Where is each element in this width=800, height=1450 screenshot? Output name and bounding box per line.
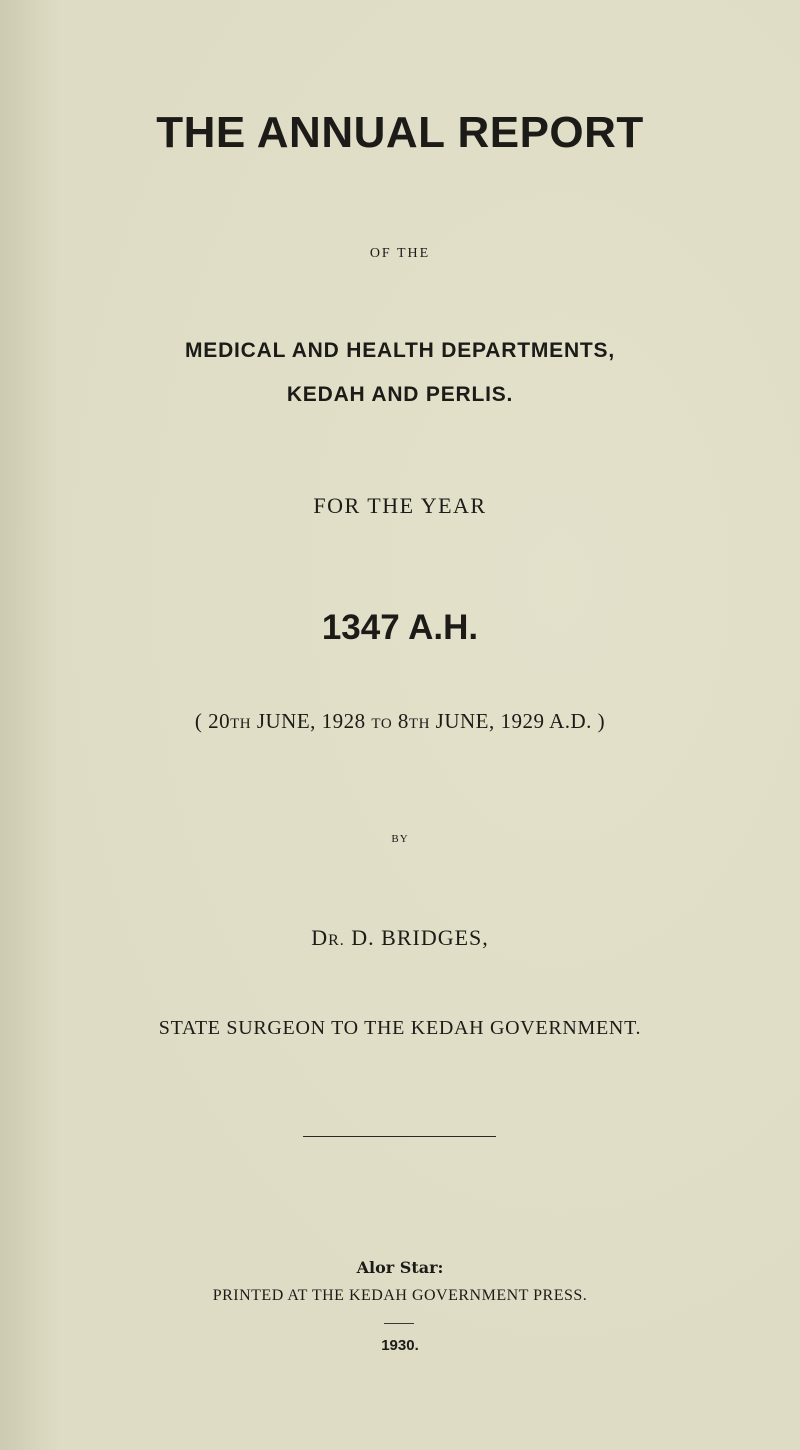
imprint-year: 1930. [381,1337,419,1354]
for-the-year-text: FOR THE YEAR [313,493,487,518]
author-prefix-initial: D [311,925,329,950]
period-end-day: 8 [392,709,409,733]
author-prefix-rest: R. [328,932,345,949]
report-year: 1347 A.H. [321,608,479,647]
state-line: KEDAH AND PERLIS. [286,383,514,406]
imprint-place: Alor Star: [356,1258,444,1277]
period-start-suffix: TH [230,716,252,732]
divider-rule [303,1136,496,1137]
imprint-press: PRINTED AT THE KEDAH GOVERNMENT PRESS. [212,1287,588,1304]
period-to: TO [371,716,393,732]
by-text: BY [391,833,409,845]
period-end-rest: JUNE, 1929 A.D. ) [429,709,606,733]
report-period [0,709,800,734]
period-end-suffix: TH [408,716,430,732]
period-start-day: 20 [208,709,231,733]
department-line: MEDICAL AND HEALTH DEPARTMENTS, [184,339,615,362]
author-surname: D. BRIDGES, [344,925,489,950]
short-divider-rule [384,1323,414,1324]
author-title: STATE SURGEON TO THE KEDAH GOVERNMENT. [158,1017,642,1039]
of-the-text: OF THE [369,246,431,261]
author-name [0,925,800,951]
period-open: ( [194,709,209,733]
period-start-rest: JUNE, 1928 [251,709,372,733]
report-title: THE ANNUAL REPORT [156,108,644,157]
